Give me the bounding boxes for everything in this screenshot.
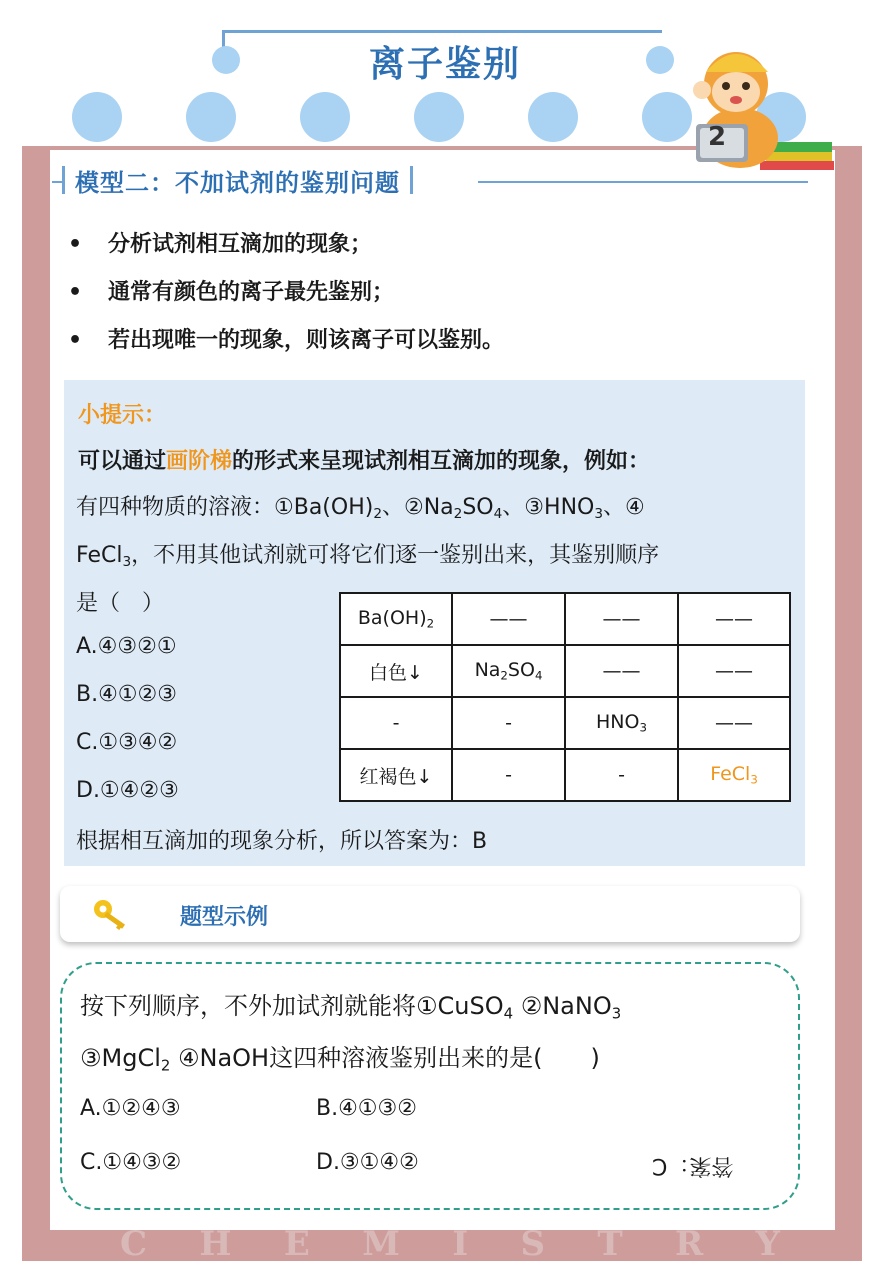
cell-text: Ba(OH) bbox=[357, 607, 427, 630]
question-text: ②NaNO bbox=[513, 992, 612, 1020]
watermark-letter: E bbox=[283, 1224, 310, 1264]
bullet-dot: • bbox=[68, 280, 83, 305]
monkey-mascot-icon bbox=[690, 42, 840, 177]
ladder-table bbox=[339, 592, 791, 802]
example-title: 题型示例 bbox=[180, 905, 269, 930]
subscript: 2 bbox=[373, 506, 382, 523]
question-option: D.③①④② bbox=[316, 1150, 419, 1175]
tip-lead-post: 的形式来呈现试剂相互滴加的现象，例如： bbox=[232, 449, 651, 474]
page-title: 离子鉴别 bbox=[368, 44, 521, 85]
tip-question-line-1 bbox=[76, 490, 645, 522]
subscript: 2 bbox=[160, 1056, 171, 1075]
tip-q-text: ，不用其他试剂就可将它们逐一鉴别出来，其鉴别顺序 bbox=[131, 543, 660, 568]
table-row bbox=[340, 645, 790, 697]
section-heading bbox=[62, 162, 413, 198]
tip-lead bbox=[78, 444, 650, 475]
cell-text: HNO bbox=[596, 711, 640, 734]
tip-option: A.④③②① bbox=[76, 634, 177, 659]
subscript: 4 bbox=[503, 1004, 514, 1023]
section-bar bbox=[410, 166, 413, 194]
tip-q-text: 有四种物质的溶液：①Ba(OH) bbox=[76, 495, 374, 520]
section-rule-left bbox=[52, 181, 62, 183]
watermark-letter: T bbox=[597, 1224, 623, 1264]
header-rule bbox=[222, 30, 662, 33]
question-option: C.①④③② bbox=[80, 1150, 182, 1175]
table-cell: —— bbox=[565, 593, 678, 645]
cell-text: SO bbox=[507, 659, 535, 682]
cell-text: Na bbox=[474, 659, 501, 682]
upside-down-answer: 答案：C bbox=[652, 1153, 734, 1178]
subscript: 4 bbox=[493, 506, 503, 523]
watermark-letter: S bbox=[520, 1224, 546, 1264]
table-row bbox=[340, 697, 790, 749]
tip-lead-highlight: 画阶梯 bbox=[166, 449, 233, 474]
table-cell: —— bbox=[678, 593, 790, 645]
watermark-letter: H bbox=[199, 1224, 232, 1264]
list-item bbox=[68, 324, 504, 372]
cell-text: FeCl bbox=[710, 763, 751, 786]
table-cell: —— bbox=[452, 593, 565, 645]
tip-answer: 根据相互滴加的现象分析，所以答案为：B bbox=[76, 829, 488, 854]
subscript: 3 bbox=[594, 506, 604, 523]
subscript: 2 bbox=[453, 506, 463, 523]
table-cell: —— bbox=[678, 697, 790, 749]
decor-dot bbox=[212, 46, 240, 74]
tip-q-text: 、②Na bbox=[382, 495, 454, 520]
table-cell: - bbox=[340, 697, 452, 749]
table-cell: - bbox=[452, 697, 565, 749]
bullet-text: 分析试剂相互滴加的现象； bbox=[108, 232, 373, 257]
decor-dot bbox=[186, 92, 236, 142]
subscript: 3 bbox=[750, 772, 758, 787]
table-cell: 白色↓ bbox=[340, 645, 452, 697]
decor-dot bbox=[72, 92, 122, 142]
tip-lead-pre: 可以通过 bbox=[78, 449, 167, 474]
list-item bbox=[68, 276, 504, 324]
key-icon bbox=[92, 898, 132, 932]
tip-question-line-3: 是（ ） bbox=[76, 591, 165, 616]
watermark-letter: I bbox=[452, 1224, 469, 1264]
watermark-letter: M bbox=[362, 1224, 400, 1264]
table-cell: - bbox=[452, 749, 565, 801]
list-item bbox=[68, 228, 504, 276]
bullet-list bbox=[68, 228, 504, 372]
table-cell bbox=[340, 593, 452, 645]
table-row bbox=[340, 593, 790, 645]
subscript: 3 bbox=[122, 554, 132, 571]
subscript: 3 bbox=[611, 1004, 622, 1023]
tip-q-text: 、③HNO bbox=[502, 495, 595, 520]
table-cell: 红褐色↓ bbox=[340, 749, 452, 801]
table-cell bbox=[565, 697, 678, 749]
subscript: 4 bbox=[534, 668, 543, 683]
tip-option: B.④①②③ bbox=[76, 682, 177, 707]
tip-label: 小提示： bbox=[78, 403, 167, 428]
decor-dot bbox=[528, 92, 578, 142]
table-cell: - bbox=[565, 749, 678, 801]
bullet-dot: • bbox=[68, 328, 83, 353]
table-cell: —— bbox=[565, 645, 678, 697]
question-text: ③MgCl bbox=[80, 1044, 161, 1072]
decor-dot bbox=[414, 92, 464, 142]
table-row bbox=[340, 749, 790, 801]
tip-question-line-2 bbox=[76, 538, 659, 570]
mascot-badge: 2 bbox=[708, 122, 727, 152]
question-option: A.①②④③ bbox=[80, 1096, 181, 1121]
question-line-1 bbox=[80, 986, 621, 1022]
tip-option: D.①④②③ bbox=[76, 778, 179, 803]
table-cell bbox=[678, 749, 790, 801]
section-rule bbox=[478, 181, 808, 183]
table-cell: —— bbox=[678, 645, 790, 697]
table-cell bbox=[452, 645, 565, 697]
question-line-2 bbox=[80, 1038, 600, 1074]
question-text: ④NaOH这四种溶液鉴别出来的是( ) bbox=[170, 1044, 600, 1072]
bullet-text: 若出现唯一的现象，则该离子可以鉴别。 bbox=[108, 328, 505, 353]
decor-dot bbox=[646, 46, 674, 74]
question-text: 按下列顺序，不外加试剂就能将①CuSO bbox=[80, 992, 504, 1020]
subscript: 2 bbox=[500, 668, 508, 683]
example-header-bar bbox=[60, 886, 800, 942]
bullet-text: 通常有颜色的离子最先鉴别； bbox=[108, 280, 395, 305]
chemistry-watermark bbox=[120, 1224, 780, 1264]
subscript: 2 bbox=[426, 616, 435, 631]
tip-q-text: SO bbox=[462, 495, 494, 520]
decor-dot bbox=[300, 92, 350, 142]
subscript: 3 bbox=[639, 720, 647, 735]
tip-option: C.①③④② bbox=[76, 730, 178, 755]
watermark-letter: C bbox=[120, 1224, 148, 1264]
watermark-letter: Y bbox=[755, 1224, 780, 1264]
tip-q-text: 、④ bbox=[603, 495, 645, 520]
watermark-letter: R bbox=[675, 1224, 704, 1264]
decor-dot bbox=[642, 92, 692, 142]
bullet-dot: • bbox=[68, 232, 83, 257]
question-option: B.④①③② bbox=[316, 1096, 417, 1121]
section-title: 模型二：不加试剂的鉴别问题 bbox=[75, 168, 400, 197]
tip-q-text: FeCl bbox=[76, 543, 123, 568]
